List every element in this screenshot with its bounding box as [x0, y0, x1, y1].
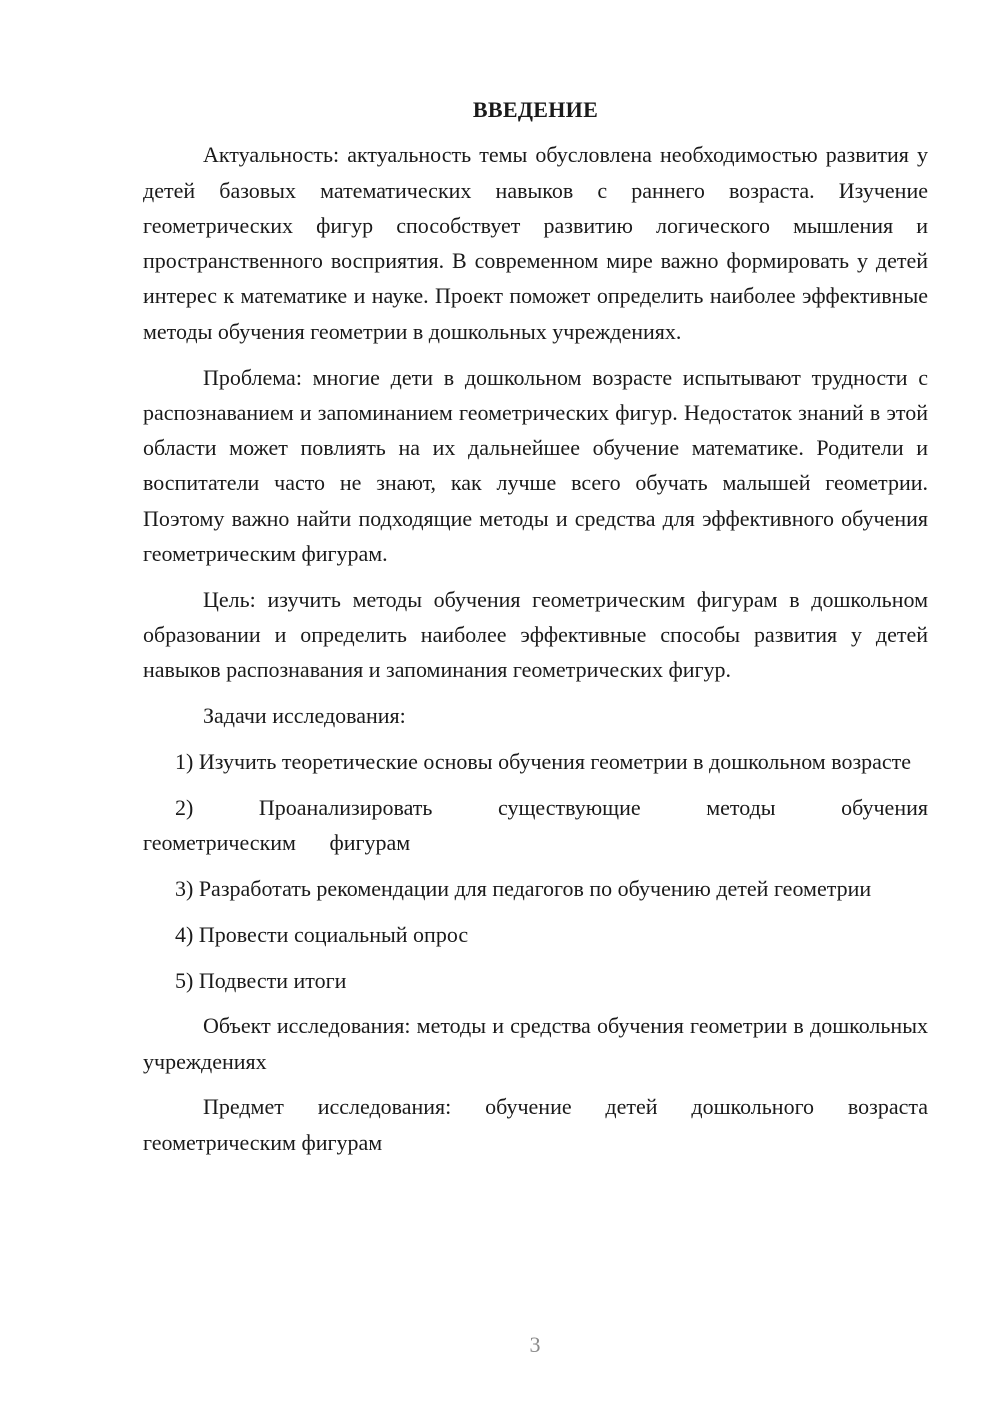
task-item-5: 5) Подвести итоги [175, 967, 347, 993]
task-item-2: 2) Проанализировать существующие методы обучения геометрическим фигурам [143, 794, 928, 856]
paragraph-object: Объект исследования: методы и средства обучения геометрии в дошкольных учреждениях [143, 1013, 928, 1074]
task-item-4: 4) Провести социальный опрос [175, 921, 469, 947]
paragraph-subject: Предмет исследования: обучение детей дошкольного возраста геометрическим фигурам [143, 1094, 928, 1155]
paragraph-problem: Проблема: многие дети в дошкольном возрасте испытывают трудности с распознаванием и запоминанием геометрических фигур. Недостаток знаний в этой области может повлиять на их дальнейшее обучение математике. Родители и воспитатели часто не знают, как лучше всего обучать малышей геометрии. Поэтому важно найти подходящие методы и средства для эффективного обучения геометрическим фигурам. [143, 364, 928, 567]
tasks-heading: Задачи исследования: [203, 703, 406, 729]
document-page [143, 92, 928, 1171]
paragraph-relevance: Актуальность: актуальность темы обусловлена необходимостью развития у детей базовых математических навыков с раннего возраста. Изучение геометрических фигур способствует развитию логического мышления и пространственного восприятия. В современном мире важно формировать у детей интерес к математике и науке. Проект поможет определить наиболее эффективные методы обучения геометрии в дошкольных учреждениях. [143, 142, 928, 344]
paragraph-goal: Цель: изучить методы обучения геометрическим фигурам в дошкольном образовании и определить наиболее эффективные способы развития у детей навыков распознавания и запоминания геометрических фигур. [143, 586, 928, 683]
task-item-1: 1) Изучить теоретические основы обучения геометрии в дошкольном возрасте [175, 749, 912, 775]
page-number: 3 [529, 1332, 541, 1357]
task-item-3: 3) Разработать рекомендации для педагогов по обучению детей геометрии [175, 875, 872, 901]
page-title: ВВЕДЕНИЕ [472, 97, 599, 122]
